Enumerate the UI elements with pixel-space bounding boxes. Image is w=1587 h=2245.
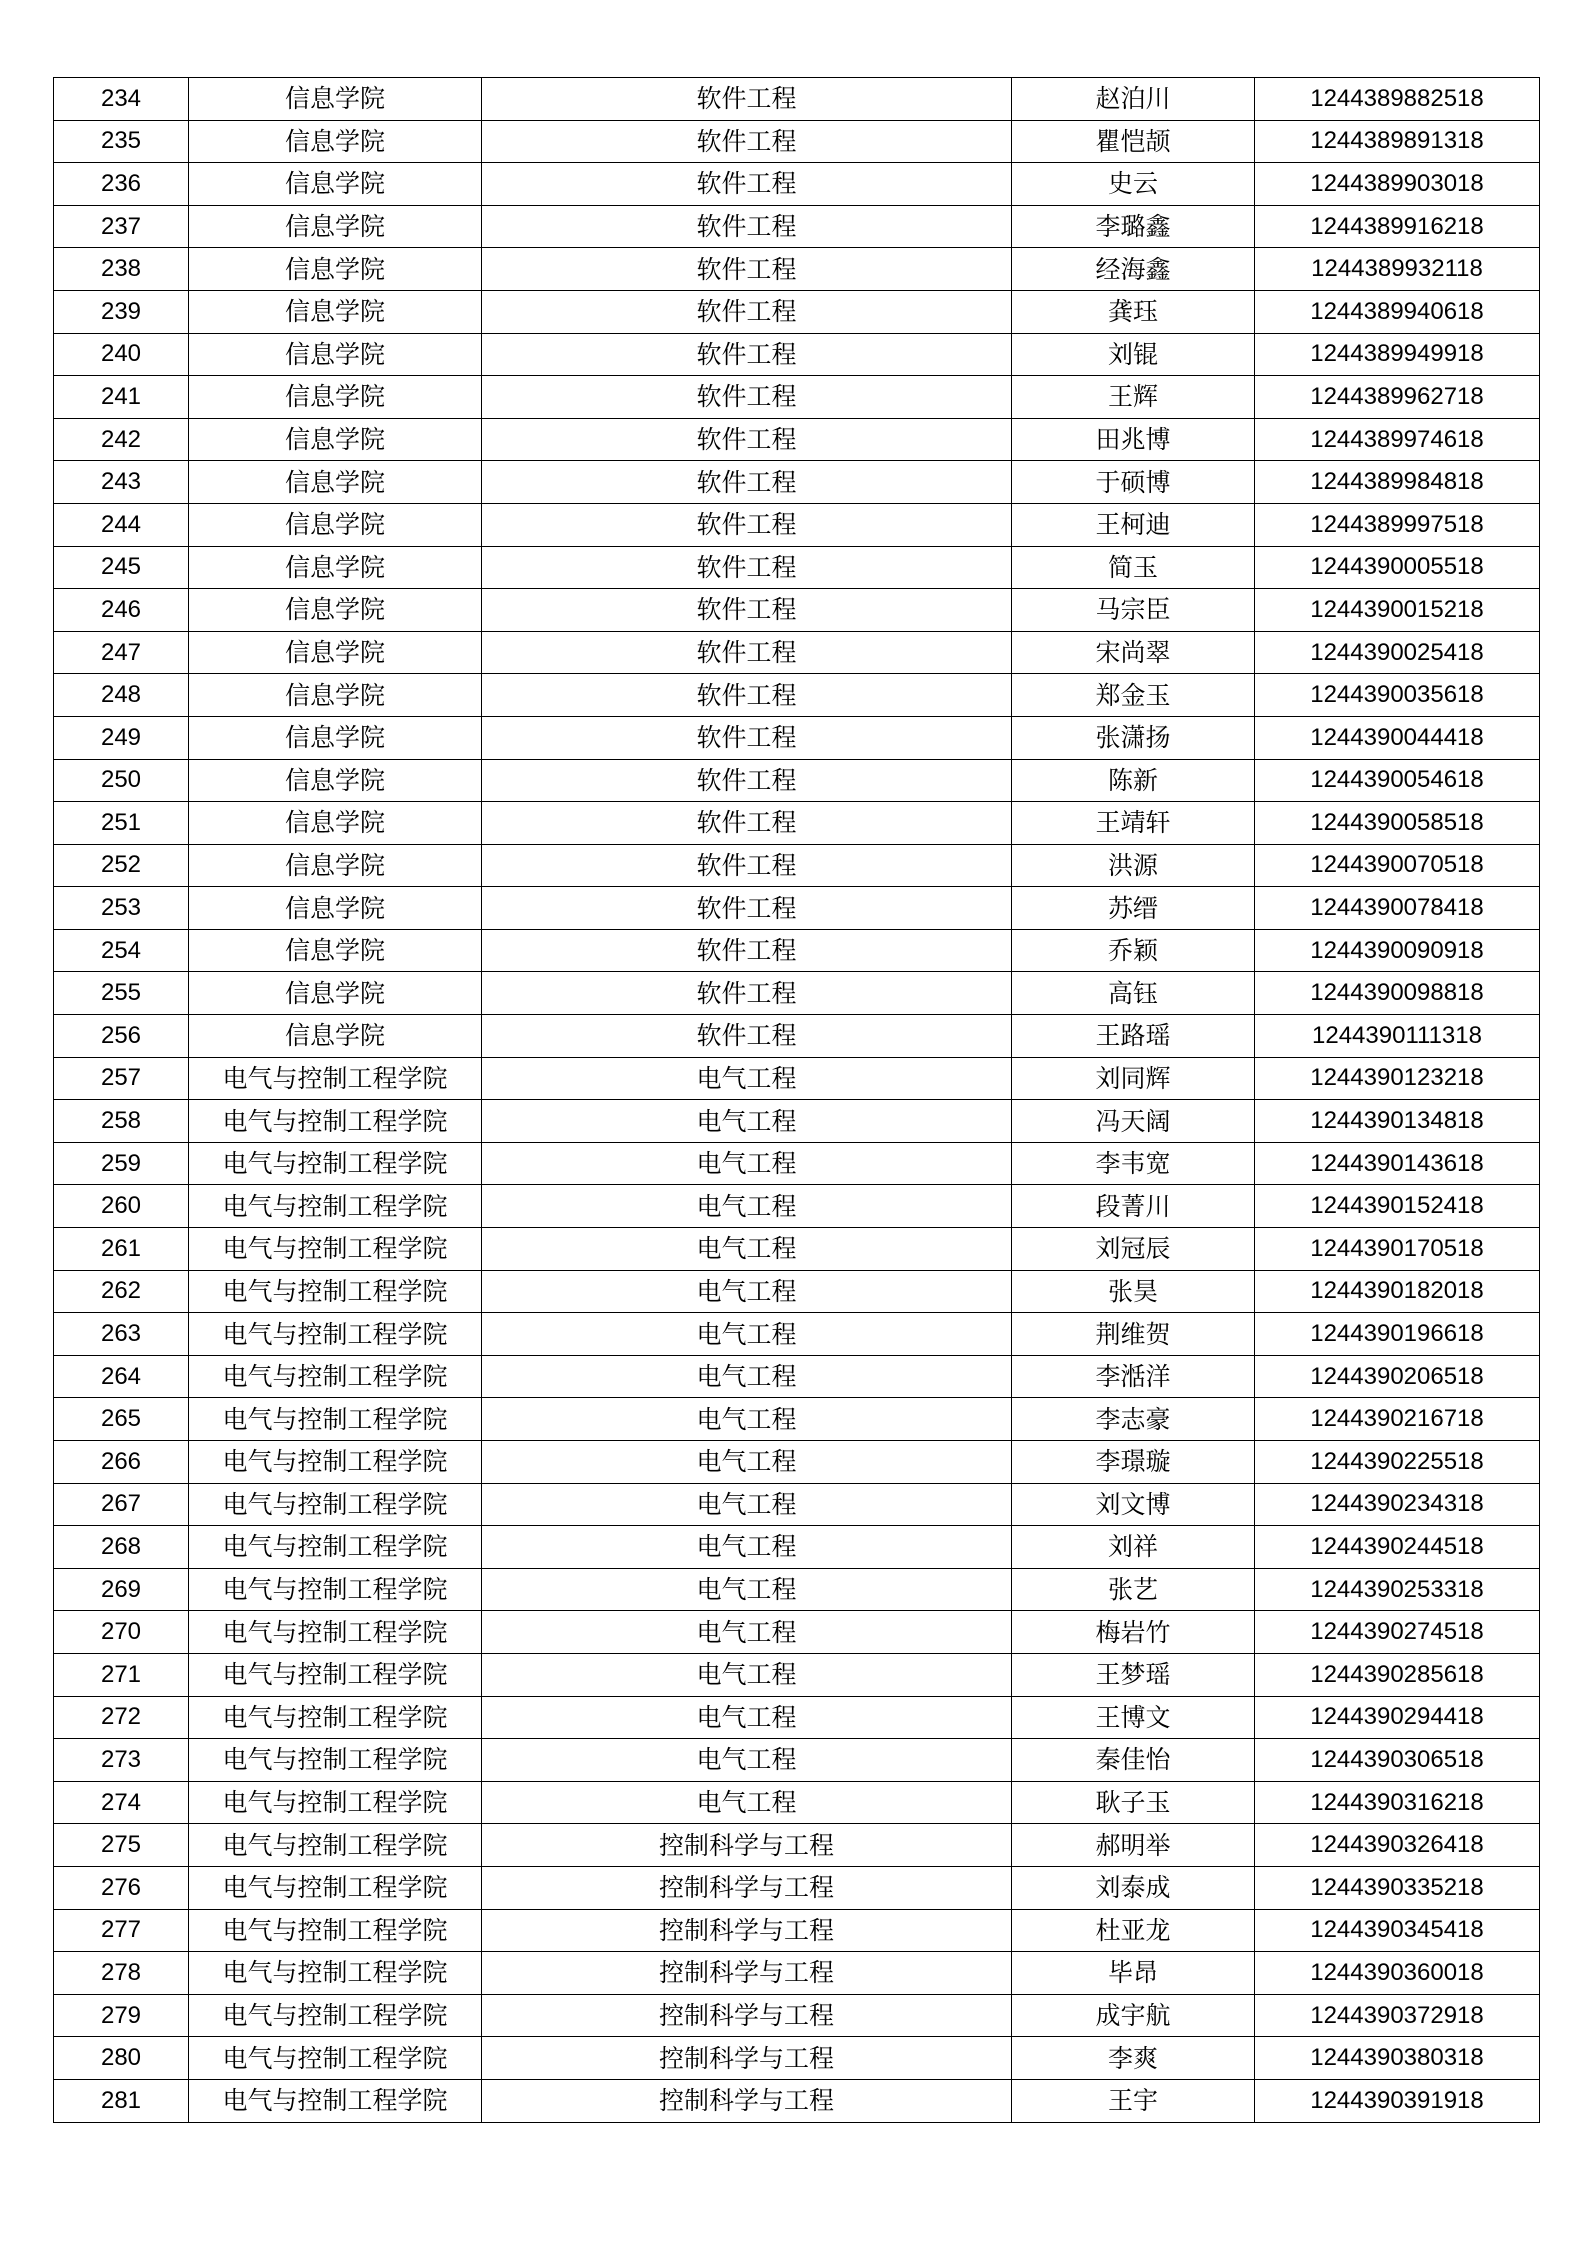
row-number-cell: 235 <box>54 120 189 163</box>
row-number-cell: 245 <box>54 546 189 589</box>
major-cell: 软件工程 <box>482 844 1012 887</box>
row-number-cell: 257 <box>54 1057 189 1100</box>
major-cell: 软件工程 <box>482 929 1012 972</box>
row-number-cell: 268 <box>54 1526 189 1569</box>
student-name-cell: 郑金玉 <box>1012 674 1255 717</box>
row-number-cell: 253 <box>54 887 189 930</box>
major-cell: 软件工程 <box>482 120 1012 163</box>
table-row <box>54 929 1540 972</box>
row-number-cell: 261 <box>54 1228 189 1271</box>
student-name-cell: 秦佳怡 <box>1012 1739 1255 1782</box>
student-id-cell: 1244390123218 <box>1255 1057 1540 1100</box>
row-number-cell: 262 <box>54 1270 189 1313</box>
row-number-cell: 250 <box>54 759 189 802</box>
major-cell: 软件工程 <box>482 376 1012 419</box>
table-row <box>54 205 1540 248</box>
major-cell: 软件工程 <box>482 759 1012 802</box>
major-cell: 软件工程 <box>482 887 1012 930</box>
student-id-cell: 1244390294418 <box>1255 1696 1540 1739</box>
student-id-cell: 1244390025418 <box>1255 631 1540 674</box>
college-cell: 电气与控制工程学院 <box>189 1057 482 1100</box>
college-cell: 电气与控制工程学院 <box>189 1568 482 1611</box>
table-row <box>54 674 1540 717</box>
table-row <box>54 1739 1540 1782</box>
major-cell: 电气工程 <box>482 1270 1012 1313</box>
major-cell: 软件工程 <box>482 163 1012 206</box>
student-name-cell: 田兆博 <box>1012 418 1255 461</box>
student-id-cell: 1244390111318 <box>1255 1015 1540 1058</box>
student-id-cell: 1244390306518 <box>1255 1739 1540 1782</box>
row-number-cell: 269 <box>54 1568 189 1611</box>
table-row <box>54 1952 1540 1995</box>
student-name-cell: 刘文博 <box>1012 1483 1255 1526</box>
college-cell: 信息学院 <box>189 333 482 376</box>
major-cell: 控制科学与工程 <box>482 1994 1012 2037</box>
row-number-cell: 271 <box>54 1653 189 1696</box>
college-cell: 信息学院 <box>189 972 482 1015</box>
student-name-cell: 王博文 <box>1012 1696 1255 1739</box>
student-name-cell: 赵泊川 <box>1012 78 1255 121</box>
student-id-cell: 1244389962718 <box>1255 376 1540 419</box>
table-row <box>54 631 1540 674</box>
row-number-cell: 234 <box>54 78 189 121</box>
major-cell: 电气工程 <box>482 1441 1012 1484</box>
student-name-cell: 李璟璇 <box>1012 1441 1255 1484</box>
table-row <box>54 546 1540 589</box>
college-cell: 信息学院 <box>189 503 482 546</box>
college-cell: 电气与控制工程学院 <box>189 1866 482 1909</box>
student-name-cell: 李湉洋 <box>1012 1355 1255 1398</box>
college-cell: 电气与控制工程学院 <box>189 1228 482 1271</box>
college-cell: 电气与控制工程学院 <box>189 1696 482 1739</box>
college-cell: 信息学院 <box>189 376 482 419</box>
major-cell: 电气工程 <box>482 1228 1012 1271</box>
table-row <box>54 589 1540 632</box>
college-cell: 电气与控制工程学院 <box>189 1100 482 1143</box>
major-cell: 软件工程 <box>482 972 1012 1015</box>
major-cell: 电气工程 <box>482 1398 1012 1441</box>
table-row <box>54 248 1540 291</box>
student-name-cell: 简玉 <box>1012 546 1255 589</box>
major-cell: 软件工程 <box>482 205 1012 248</box>
college-cell: 信息学院 <box>189 759 482 802</box>
row-number-cell: 247 <box>54 631 189 674</box>
table-row <box>54 1483 1540 1526</box>
table-row <box>54 1228 1540 1271</box>
row-number-cell: 279 <box>54 1994 189 2037</box>
college-cell: 电气与控制工程学院 <box>189 1653 482 1696</box>
major-cell: 软件工程 <box>482 461 1012 504</box>
student-id-cell: 1244390152418 <box>1255 1185 1540 1228</box>
student-name-cell: 王梦瑶 <box>1012 1653 1255 1696</box>
major-cell: 控制科学与工程 <box>482 1824 1012 1867</box>
student-id-cell: 1244390058518 <box>1255 802 1540 845</box>
table-row <box>54 1781 1540 1824</box>
major-cell: 电气工程 <box>482 1185 1012 1228</box>
row-number-cell: 272 <box>54 1696 189 1739</box>
college-cell: 信息学院 <box>189 844 482 887</box>
table-row <box>54 1994 1540 2037</box>
student-id-cell: 1244390345418 <box>1255 1909 1540 1952</box>
major-cell: 软件工程 <box>482 248 1012 291</box>
table-row <box>54 333 1540 376</box>
student-name-cell: 王辉 <box>1012 376 1255 419</box>
student-name-cell: 陈新 <box>1012 759 1255 802</box>
student-list-table <box>53 77 1540 2123</box>
row-number-cell: 256 <box>54 1015 189 1058</box>
student-name-cell: 毕昂 <box>1012 1952 1255 1995</box>
major-cell: 控制科学与工程 <box>482 2037 1012 2080</box>
row-number-cell: 264 <box>54 1355 189 1398</box>
student-name-cell: 李爽 <box>1012 2037 1255 2080</box>
table-row <box>54 802 1540 845</box>
student-name-cell: 李璐鑫 <box>1012 205 1255 248</box>
college-cell: 电气与控制工程学院 <box>189 1142 482 1185</box>
row-number-cell: 248 <box>54 674 189 717</box>
student-name-cell: 马宗臣 <box>1012 589 1255 632</box>
college-cell: 信息学院 <box>189 716 482 759</box>
student-name-cell: 段菁川 <box>1012 1185 1255 1228</box>
student-name-cell: 高钰 <box>1012 972 1255 1015</box>
student-id-cell: 1244389903018 <box>1255 163 1540 206</box>
student-id-cell: 1244390005518 <box>1255 546 1540 589</box>
row-number-cell: 238 <box>54 248 189 291</box>
row-number-cell: 278 <box>54 1952 189 1995</box>
student-id-cell: 1244389940618 <box>1255 290 1540 333</box>
college-cell: 信息学院 <box>189 802 482 845</box>
row-number-cell: 243 <box>54 461 189 504</box>
row-number-cell: 281 <box>54 2079 189 2122</box>
college-cell: 电气与控制工程学院 <box>189 1313 482 1356</box>
row-number-cell: 259 <box>54 1142 189 1185</box>
college-cell: 电气与控制工程学院 <box>189 2079 482 2122</box>
college-cell: 信息学院 <box>189 887 482 930</box>
major-cell: 软件工程 <box>482 503 1012 546</box>
student-id-cell: 1244390070518 <box>1255 844 1540 887</box>
row-number-cell: 276 <box>54 1866 189 1909</box>
row-number-cell: 266 <box>54 1441 189 1484</box>
student-id-cell: 1244390035618 <box>1255 674 1540 717</box>
student-id-cell: 1244390316218 <box>1255 1781 1540 1824</box>
table-row <box>54 1100 1540 1143</box>
table-row <box>54 163 1540 206</box>
major-cell: 电气工程 <box>482 1313 1012 1356</box>
table-row <box>54 1270 1540 1313</box>
row-number-cell: 236 <box>54 163 189 206</box>
student-name-cell: 耿子玉 <box>1012 1781 1255 1824</box>
table-row <box>54 844 1540 887</box>
row-number-cell: 239 <box>54 290 189 333</box>
major-cell: 控制科学与工程 <box>482 2079 1012 2122</box>
student-name-cell: 冯天阔 <box>1012 1100 1255 1143</box>
table-row <box>54 376 1540 419</box>
student-id-cell: 1244389974618 <box>1255 418 1540 461</box>
college-cell: 信息学院 <box>189 589 482 632</box>
college-cell: 信息学院 <box>189 546 482 589</box>
table-row <box>54 290 1540 333</box>
row-number-cell: 270 <box>54 1611 189 1654</box>
student-id-cell: 1244390285618 <box>1255 1653 1540 1696</box>
row-number-cell: 255 <box>54 972 189 1015</box>
major-cell: 电气工程 <box>482 1653 1012 1696</box>
row-number-cell: 275 <box>54 1824 189 1867</box>
student-id-cell: 1244390206518 <box>1255 1355 1540 1398</box>
table-row <box>54 1441 1540 1484</box>
student-name-cell: 杜亚龙 <box>1012 1909 1255 1952</box>
row-number-cell: 246 <box>54 589 189 632</box>
student-name-cell: 刘冠辰 <box>1012 1228 1255 1271</box>
major-cell: 电气工程 <box>482 1142 1012 1185</box>
student-id-cell: 1244389882518 <box>1255 78 1540 121</box>
student-id-cell: 1244390134818 <box>1255 1100 1540 1143</box>
table-row <box>54 1824 1540 1867</box>
row-number-cell: 237 <box>54 205 189 248</box>
student-id-cell: 1244390044418 <box>1255 716 1540 759</box>
row-number-cell: 258 <box>54 1100 189 1143</box>
major-cell: 软件工程 <box>482 418 1012 461</box>
college-cell: 电气与控制工程学院 <box>189 1526 482 1569</box>
table-row <box>54 503 1540 546</box>
student-name-cell: 荆维贺 <box>1012 1313 1255 1356</box>
college-cell: 电气与控制工程学院 <box>189 1483 482 1526</box>
major-cell: 电气工程 <box>482 1355 1012 1398</box>
college-cell: 电气与控制工程学院 <box>189 1355 482 1398</box>
college-cell: 电气与控制工程学院 <box>189 1824 482 1867</box>
table-row <box>54 1015 1540 1058</box>
student-name-cell: 刘泰成 <box>1012 1866 1255 1909</box>
student-id-cell: 1244390253318 <box>1255 1568 1540 1611</box>
major-cell: 软件工程 <box>482 1015 1012 1058</box>
student-name-cell: 郝明举 <box>1012 1824 1255 1867</box>
table-row <box>54 1355 1540 1398</box>
table-body <box>54 78 1540 2123</box>
college-cell: 电气与控制工程学院 <box>189 1739 482 1782</box>
student-id-cell: 1244390274518 <box>1255 1611 1540 1654</box>
student-id-cell: 1244390244518 <box>1255 1526 1540 1569</box>
student-name-cell: 刘祥 <box>1012 1526 1255 1569</box>
student-id-cell: 1244390225518 <box>1255 1441 1540 1484</box>
college-cell: 信息学院 <box>189 1015 482 1058</box>
row-number-cell: 263 <box>54 1313 189 1356</box>
row-number-cell: 244 <box>54 503 189 546</box>
student-id-cell: 1244390360018 <box>1255 1952 1540 1995</box>
college-cell: 信息学院 <box>189 205 482 248</box>
student-name-cell: 刘锟 <box>1012 333 1255 376</box>
table-row <box>54 1142 1540 1185</box>
table-row <box>54 1909 1540 1952</box>
student-name-cell: 洪源 <box>1012 844 1255 887</box>
student-name-cell: 宋尚翠 <box>1012 631 1255 674</box>
student-id-cell: 1244390015218 <box>1255 589 1540 632</box>
table-row <box>54 78 1540 121</box>
row-number-cell: 273 <box>54 1739 189 1782</box>
student-id-cell: 1244390054618 <box>1255 759 1540 802</box>
student-id-cell: 1244390170518 <box>1255 1228 1540 1271</box>
major-cell: 电气工程 <box>482 1057 1012 1100</box>
student-name-cell: 张潇扬 <box>1012 716 1255 759</box>
student-id-cell: 1244390078418 <box>1255 887 1540 930</box>
table-row <box>54 1568 1540 1611</box>
table-row <box>54 2079 1540 2122</box>
table-row <box>54 759 1540 802</box>
college-cell: 信息学院 <box>189 674 482 717</box>
table-row <box>54 716 1540 759</box>
student-name-cell: 成宇航 <box>1012 1994 1255 2037</box>
student-name-cell: 于硕博 <box>1012 461 1255 504</box>
college-cell: 信息学院 <box>189 461 482 504</box>
table-row <box>54 1313 1540 1356</box>
student-name-cell: 史云 <box>1012 163 1255 206</box>
major-cell: 电气工程 <box>482 1526 1012 1569</box>
student-name-cell: 张艺 <box>1012 1568 1255 1611</box>
college-cell: 电气与控制工程学院 <box>189 1952 482 1995</box>
student-name-cell: 李韦宽 <box>1012 1142 1255 1185</box>
table-row <box>54 972 1540 1015</box>
student-id-cell: 1244390391918 <box>1255 2079 1540 2122</box>
row-number-cell: 241 <box>54 376 189 419</box>
major-cell: 电气工程 <box>482 1739 1012 1782</box>
table-row <box>54 1057 1540 1100</box>
table-row <box>54 887 1540 930</box>
student-name-cell: 王靖轩 <box>1012 802 1255 845</box>
row-number-cell: 277 <box>54 1909 189 1952</box>
student-id-cell: 1244389891318 <box>1255 120 1540 163</box>
table-row <box>54 1653 1540 1696</box>
college-cell: 电气与控制工程学院 <box>189 2037 482 2080</box>
college-cell: 电气与控制工程学院 <box>189 1909 482 1952</box>
major-cell: 电气工程 <box>482 1781 1012 1824</box>
table-row <box>54 418 1540 461</box>
student-name-cell: 苏缙 <box>1012 887 1255 930</box>
student-name-cell: 乔颖 <box>1012 929 1255 972</box>
college-cell: 电气与控制工程学院 <box>189 1185 482 1228</box>
table-row <box>54 1866 1540 1909</box>
student-name-cell: 梅岩竹 <box>1012 1611 1255 1654</box>
major-cell: 软件工程 <box>482 631 1012 674</box>
college-cell: 信息学院 <box>189 248 482 291</box>
major-cell: 电气工程 <box>482 1611 1012 1654</box>
row-number-cell: 254 <box>54 929 189 972</box>
college-cell: 电气与控制工程学院 <box>189 1994 482 2037</box>
row-number-cell: 240 <box>54 333 189 376</box>
row-number-cell: 251 <box>54 802 189 845</box>
student-id-cell: 1244390234318 <box>1255 1483 1540 1526</box>
student-name-cell: 王宇 <box>1012 2079 1255 2122</box>
college-cell: 信息学院 <box>189 418 482 461</box>
college-cell: 电气与控制工程学院 <box>189 1270 482 1313</box>
student-id-cell: 1244389916218 <box>1255 205 1540 248</box>
college-cell: 信息学院 <box>189 929 482 972</box>
table-row <box>54 1526 1540 1569</box>
college-cell: 电气与控制工程学院 <box>189 1611 482 1654</box>
student-id-cell: 1244390196618 <box>1255 1313 1540 1356</box>
student-id-cell: 1244390326418 <box>1255 1824 1540 1867</box>
student-id-cell: 1244390182018 <box>1255 1270 1540 1313</box>
student-id-cell: 1244390380318 <box>1255 2037 1540 2080</box>
row-number-cell: 280 <box>54 2037 189 2080</box>
row-number-cell: 265 <box>54 1398 189 1441</box>
student-name-cell: 王柯迪 <box>1012 503 1255 546</box>
major-cell: 电气工程 <box>482 1696 1012 1739</box>
major-cell: 软件工程 <box>482 716 1012 759</box>
student-name-cell: 李志豪 <box>1012 1398 1255 1441</box>
row-number-cell: 267 <box>54 1483 189 1526</box>
major-cell: 电气工程 <box>482 1568 1012 1611</box>
row-number-cell: 242 <box>54 418 189 461</box>
student-id-cell: 1244389997518 <box>1255 503 1540 546</box>
student-id-cell: 1244390216718 <box>1255 1398 1540 1441</box>
table-row <box>54 1185 1540 1228</box>
student-name-cell: 张昊 <box>1012 1270 1255 1313</box>
student-id-cell: 1244390372918 <box>1255 1994 1540 2037</box>
college-cell: 信息学院 <box>189 78 482 121</box>
table-row <box>54 1696 1540 1739</box>
college-cell: 信息学院 <box>189 163 482 206</box>
student-name-cell: 王路瑶 <box>1012 1015 1255 1058</box>
table-row <box>54 461 1540 504</box>
major-cell: 软件工程 <box>482 546 1012 589</box>
college-cell: 电气与控制工程学院 <box>189 1781 482 1824</box>
student-id-cell: 1244389984818 <box>1255 461 1540 504</box>
student-id-cell: 1244390335218 <box>1255 1866 1540 1909</box>
major-cell: 控制科学与工程 <box>482 1866 1012 1909</box>
major-cell: 电气工程 <box>482 1100 1012 1143</box>
major-cell: 软件工程 <box>482 290 1012 333</box>
major-cell: 电气工程 <box>482 1483 1012 1526</box>
table-row <box>54 2037 1540 2080</box>
table-row <box>54 1398 1540 1441</box>
student-id-cell: 1244389932118 <box>1255 248 1540 291</box>
student-id-cell: 1244390143618 <box>1255 1142 1540 1185</box>
major-cell: 软件工程 <box>482 333 1012 376</box>
major-cell: 软件工程 <box>482 78 1012 121</box>
student-name-cell: 经海鑫 <box>1012 248 1255 291</box>
student-name-cell: 刘同辉 <box>1012 1057 1255 1100</box>
college-cell: 信息学院 <box>189 631 482 674</box>
row-number-cell: 249 <box>54 716 189 759</box>
table-row <box>54 120 1540 163</box>
major-cell: 软件工程 <box>482 674 1012 717</box>
college-cell: 信息学院 <box>189 120 482 163</box>
college-cell: 信息学院 <box>189 290 482 333</box>
student-name-cell: 瞿恺颉 <box>1012 120 1255 163</box>
row-number-cell: 274 <box>54 1781 189 1824</box>
student-name-cell: 龚珏 <box>1012 290 1255 333</box>
row-number-cell: 260 <box>54 1185 189 1228</box>
major-cell: 控制科学与工程 <box>482 1909 1012 1952</box>
major-cell: 软件工程 <box>482 802 1012 845</box>
college-cell: 电气与控制工程学院 <box>189 1441 482 1484</box>
major-cell: 软件工程 <box>482 589 1012 632</box>
college-cell: 电气与控制工程学院 <box>189 1398 482 1441</box>
student-id-cell: 1244390098818 <box>1255 972 1540 1015</box>
table-row <box>54 1611 1540 1654</box>
major-cell: 控制科学与工程 <box>482 1952 1012 1995</box>
row-number-cell: 252 <box>54 844 189 887</box>
student-id-cell: 1244389949918 <box>1255 333 1540 376</box>
student-id-cell: 1244390090918 <box>1255 929 1540 972</box>
